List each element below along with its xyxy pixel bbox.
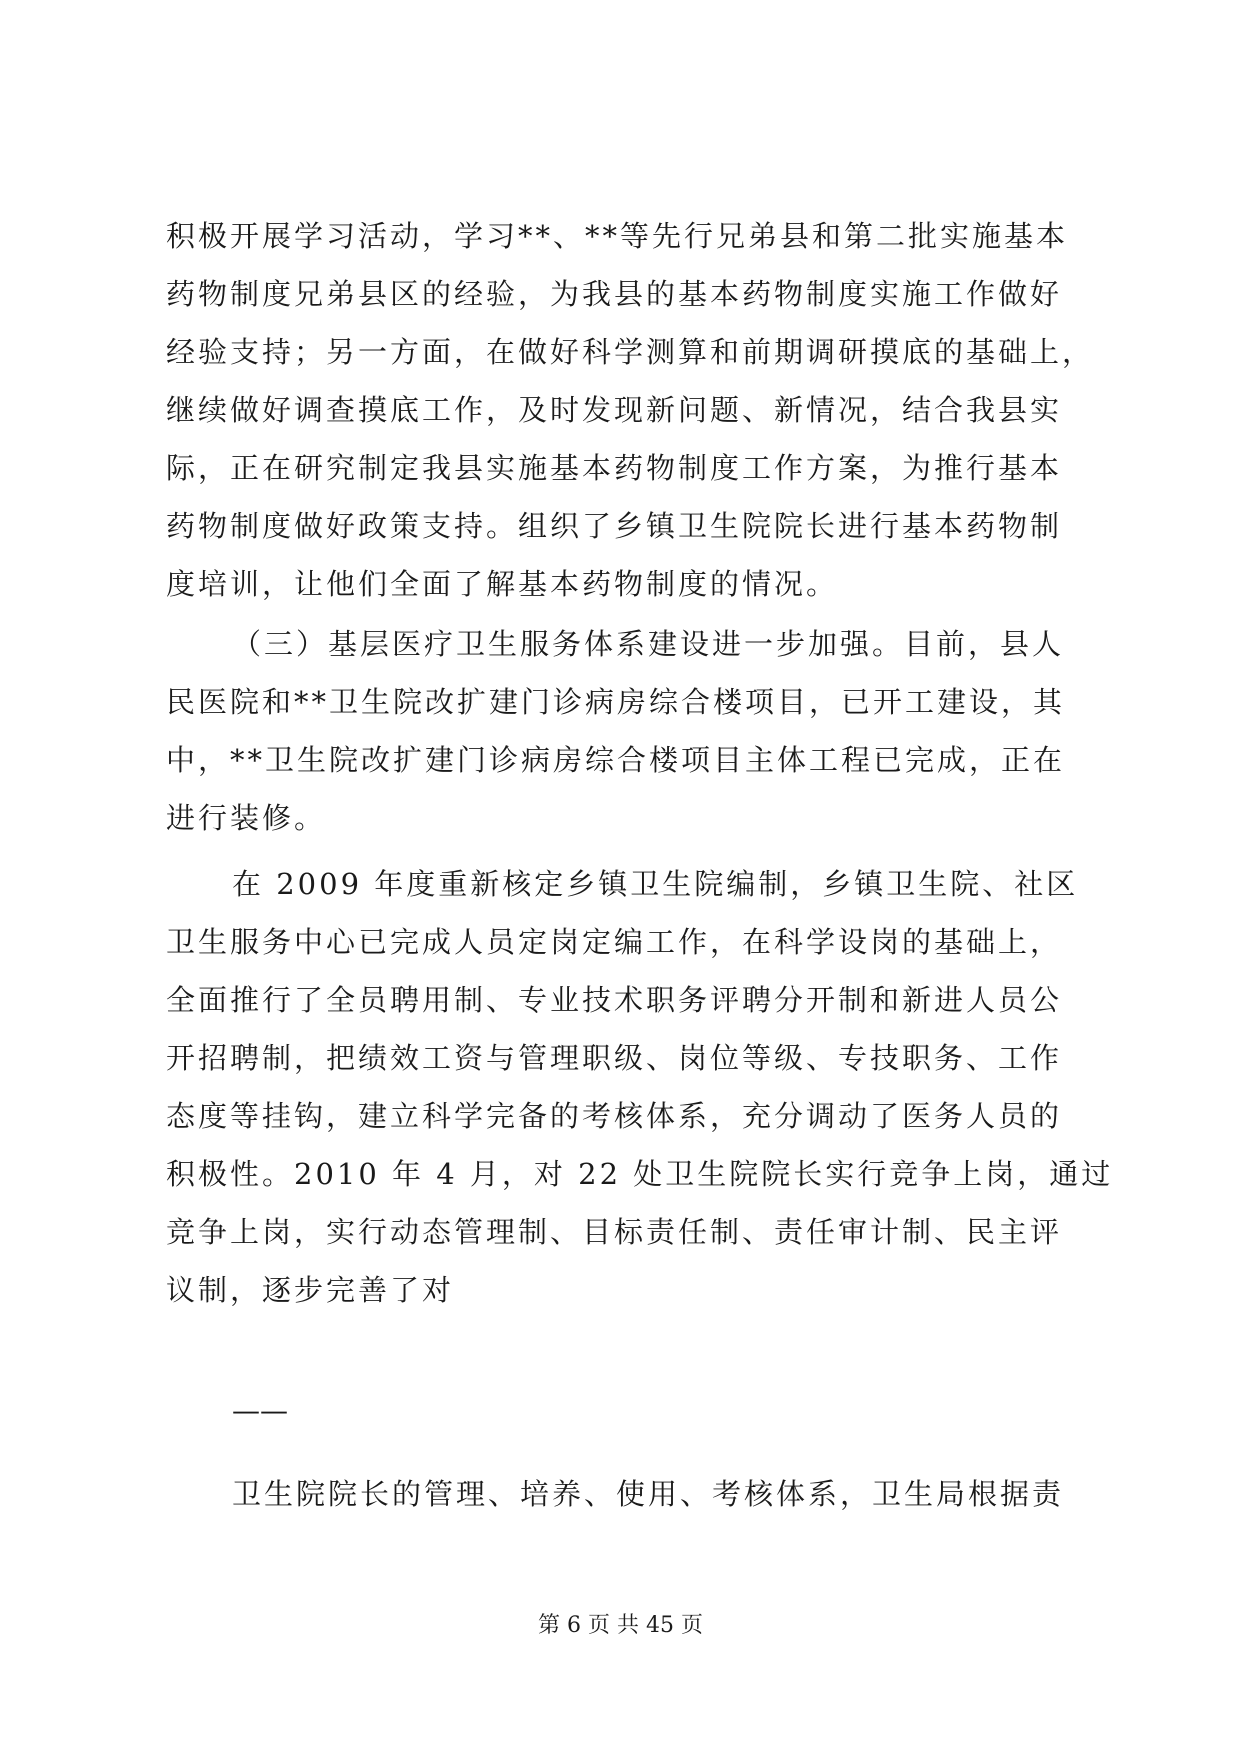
- page-footer: 第 6 页 共 45 页: [538, 1613, 703, 1638]
- body-line-18: 竞争上岗，实行动态管理制、目标责任制、责任审计制、民主评: [166, 1215, 1063, 1249]
- body-line-12: 在 2009 年度重新核定乡镇卫生院编制，乡镇卫生院、社区: [232, 867, 1079, 901]
- body-line-4: 继续做好调查摸底工作，及时发现新问题、新情况，结合我县实: [166, 393, 1063, 427]
- separator-dash: ——: [232, 1394, 288, 1427]
- body-line-1: 积极开展学习活动，学习**、**等先行兄弟县和第二批实施基本: [166, 219, 1069, 253]
- body-line-5: 际，正在研究制定我县实施基本药物制度工作方案，为推行基本: [166, 451, 1063, 485]
- body-line-2: 药物制度兄弟县区的经验，为我县的基本药物制度实施工作做好: [166, 277, 1063, 311]
- body-line-13: 卫生服务中心已完成人员定岗定编工作，在科学设岗的基础上，: [166, 925, 1063, 959]
- body-line-14: 全面推行了全员聘用制、专业技术职务评聘分开制和新进人员公: [166, 983, 1063, 1017]
- body-line-10: 中，**卫生院改扩建门诊病房综合楼项目主体工程已完成，正在: [166, 743, 1066, 777]
- body-line-11: 进行装修。: [166, 801, 327, 835]
- body-line-15: 开招聘制，把绩效工资与管理职级、岗位等级、专技职务、工作: [166, 1041, 1063, 1075]
- body-line-17: 积极性。2010 年 4 月，对 22 处卫生院院长实行竞争上岗，通过: [166, 1157, 1114, 1191]
- body-line-16: 态度等挂钩，建立科学完备的考核体系，充分调动了医务人员的: [166, 1099, 1063, 1133]
- body-line-19: 议制，逐步完善了对: [166, 1273, 455, 1307]
- body-line-7: 度培训，让他们全面了解基本药物制度的情况。: [166, 567, 839, 601]
- body-line-20: 卫生院院长的管理、培养、使用、考核体系，卫生局根据责: [232, 1477, 1065, 1511]
- body-line-6: 药物制度做好政策支持。组织了乡镇卫生院院长进行基本药物制: [166, 509, 1063, 543]
- body-line-9: 民医院和**卫生院改扩建门诊病房综合楼项目，已开工建设，其: [166, 685, 1066, 719]
- body-line-3: 经验支持；另一方面，在做好科学测算和前期调研摸底的基础上，: [166, 335, 1095, 369]
- section-heading-line: （三）基层医疗卫生服务体系建设进一步加强。目前，县人: [232, 627, 1065, 661]
